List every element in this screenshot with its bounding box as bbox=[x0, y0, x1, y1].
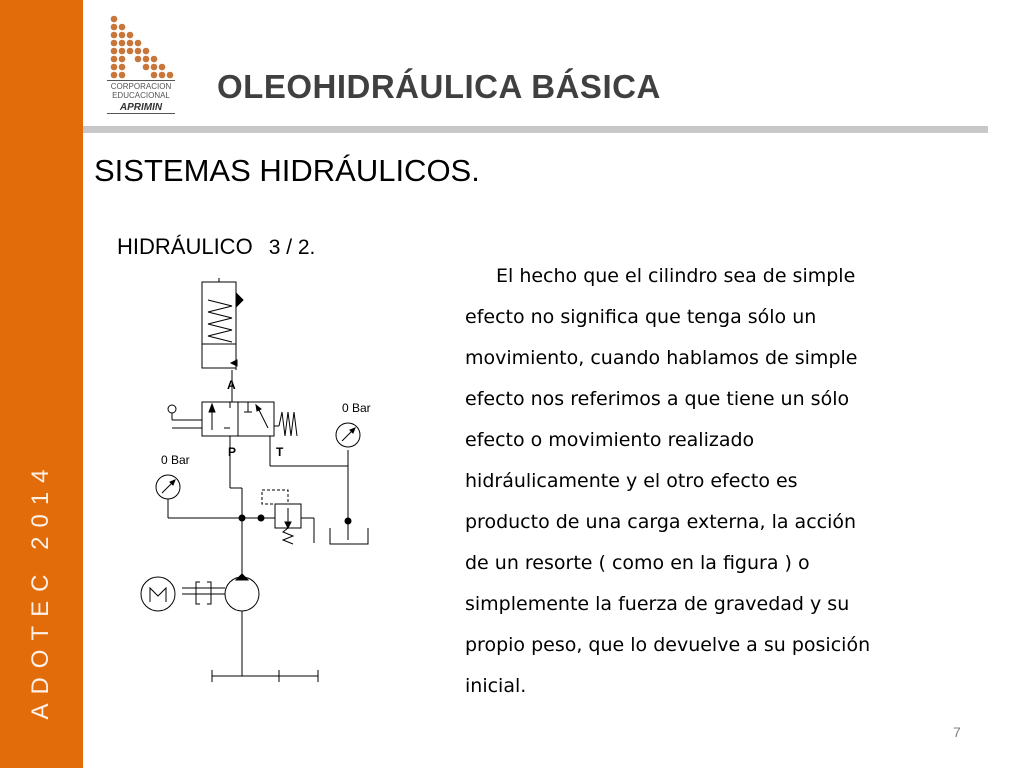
pressure-gauge-right-icon bbox=[336, 423, 360, 447]
port-p-label: P bbox=[228, 445, 237, 459]
svg-text:APRIMIN: APRIMIN bbox=[119, 102, 163, 113]
gauge-right-label: 0 Bar bbox=[342, 401, 371, 415]
page-number: 7 bbox=[953, 724, 961, 740]
directional-valve-icon bbox=[202, 402, 297, 436]
diagram-subtitle bbox=[117, 234, 315, 260]
svg-text:EDUCACIONAL: EDUCACIONAL bbox=[112, 91, 170, 100]
logo-dots-icon bbox=[104, 14, 178, 118]
subtitle-label: HIDRÁULICO bbox=[117, 234, 253, 259]
motor-icon bbox=[141, 577, 175, 611]
sidebar bbox=[0, 0, 83, 768]
body-paragraph: El hecho que el cilindro sea de simple efecto no significa que tenga sólo un movimiento, cuando hablamos de simple efecto nos referimos a que tiene un sólo efecto o movimiento realizado hidráulicamente y el otro efecto es producto de una carga externa, la acción de un resorte ( como en la figura ) o simplemente la fuerza de gravedad y su propio peso, que lo devuelve a su posición inicial. bbox=[465, 265, 871, 697]
logo bbox=[104, 14, 178, 118]
pump-icon bbox=[225, 574, 259, 676]
gauge-left-label: 0 Bar bbox=[161, 453, 190, 467]
header-divider bbox=[83, 126, 988, 133]
sidebar-vertical-text: ADOTEC 2014 bbox=[27, 460, 54, 720]
hydraulic-circuit-diagram bbox=[136, 278, 396, 688]
port-t-label: T bbox=[276, 445, 284, 459]
hydraulic-schematic-icon bbox=[136, 278, 396, 688]
port-a-label: A bbox=[227, 378, 236, 392]
page-title: OLEOHIDRÁULICA BÁSICA bbox=[217, 68, 661, 105]
svg-text:CORPORACION: CORPORACION bbox=[110, 82, 172, 91]
cylinder-icon bbox=[202, 278, 243, 370]
relief-valve-icon bbox=[262, 490, 314, 544]
section-title: SISTEMAS HIDRÁULICOS. bbox=[94, 153, 480, 188]
pressure-gauge-left-icon bbox=[156, 475, 180, 499]
subtitle-ratio: 3 / 2. bbox=[268, 236, 316, 259]
